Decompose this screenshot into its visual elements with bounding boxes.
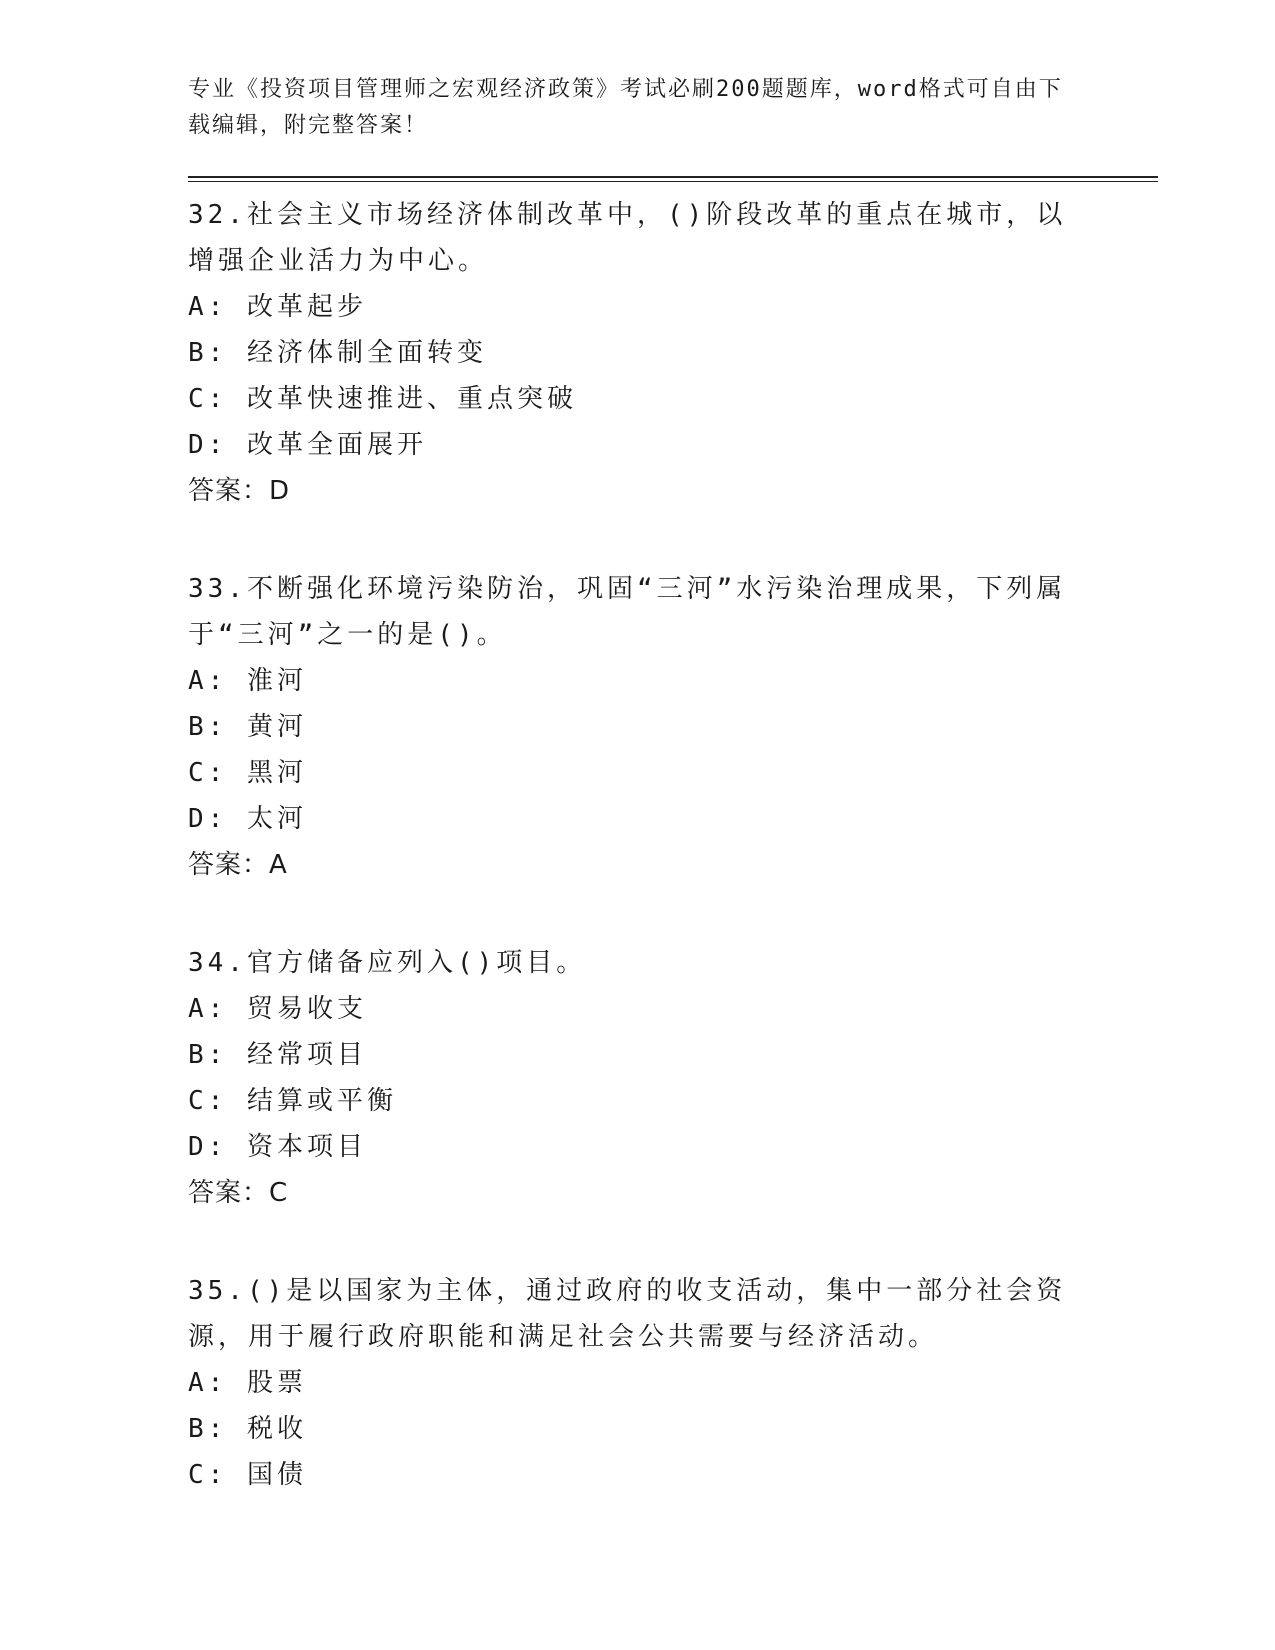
question-stem: 33.不断强化环境污染防治，巩固“三河”水污染治理成果，下列属于“三河”之一的是()。 bbox=[188, 574, 1067, 650]
answer-line: 答案：C bbox=[188, 1178, 289, 1208]
option-a: A: 改革起步 bbox=[188, 292, 367, 322]
option-c: C: 国债 bbox=[188, 1460, 307, 1490]
option-d: D: 资本项目 bbox=[188, 1132, 367, 1162]
option-b: B: 经济体制全面转变 bbox=[188, 338, 487, 368]
option-a: A: 贸易收支 bbox=[188, 994, 367, 1024]
answer-line: 答案：D bbox=[188, 476, 291, 506]
option-a: A: 淮河 bbox=[188, 666, 307, 696]
option-c: C: 改革快速推进、重点突破 bbox=[188, 384, 577, 414]
question-34 bbox=[188, 940, 1158, 1216]
document-header: 专业《投资项目管理师之宏观经济政策》考试必刷200题题库，word格式可自由下载编辑，附完整答案！ bbox=[188, 77, 1063, 138]
question-35 bbox=[188, 1268, 1158, 1498]
option-c: C: 结算或平衡 bbox=[188, 1086, 397, 1116]
document-page bbox=[188, 72, 1158, 1550]
question-stem: 34.官方储备应列入()项目。 bbox=[188, 948, 587, 978]
option-d: D: 太河 bbox=[188, 804, 307, 834]
question-32 bbox=[188, 192, 1158, 514]
header-divider-thick bbox=[188, 176, 1158, 178]
option-b: B: 税收 bbox=[188, 1414, 307, 1444]
answer-line: 答案：A bbox=[188, 850, 288, 880]
question-stem: 35.()是以国家为主体，通过政府的收支活动，集中一部分社会资源，用于履行政府职能和满足社会公共需要与经济活动。 bbox=[188, 1276, 1067, 1352]
header-divider-thin bbox=[188, 181, 1158, 182]
question-stem: 32.社会主义市场经济体制改革中，()阶段改革的重点在城市，以增强企业活力为中心。 bbox=[188, 200, 1067, 276]
option-a: A: 股票 bbox=[188, 1368, 307, 1398]
option-c: C: 黑河 bbox=[188, 758, 307, 788]
question-33 bbox=[188, 566, 1158, 888]
option-b: B: 经常项目 bbox=[188, 1040, 367, 1070]
option-b: B: 黄河 bbox=[188, 712, 307, 742]
option-d: D: 改革全面展开 bbox=[188, 430, 427, 460]
